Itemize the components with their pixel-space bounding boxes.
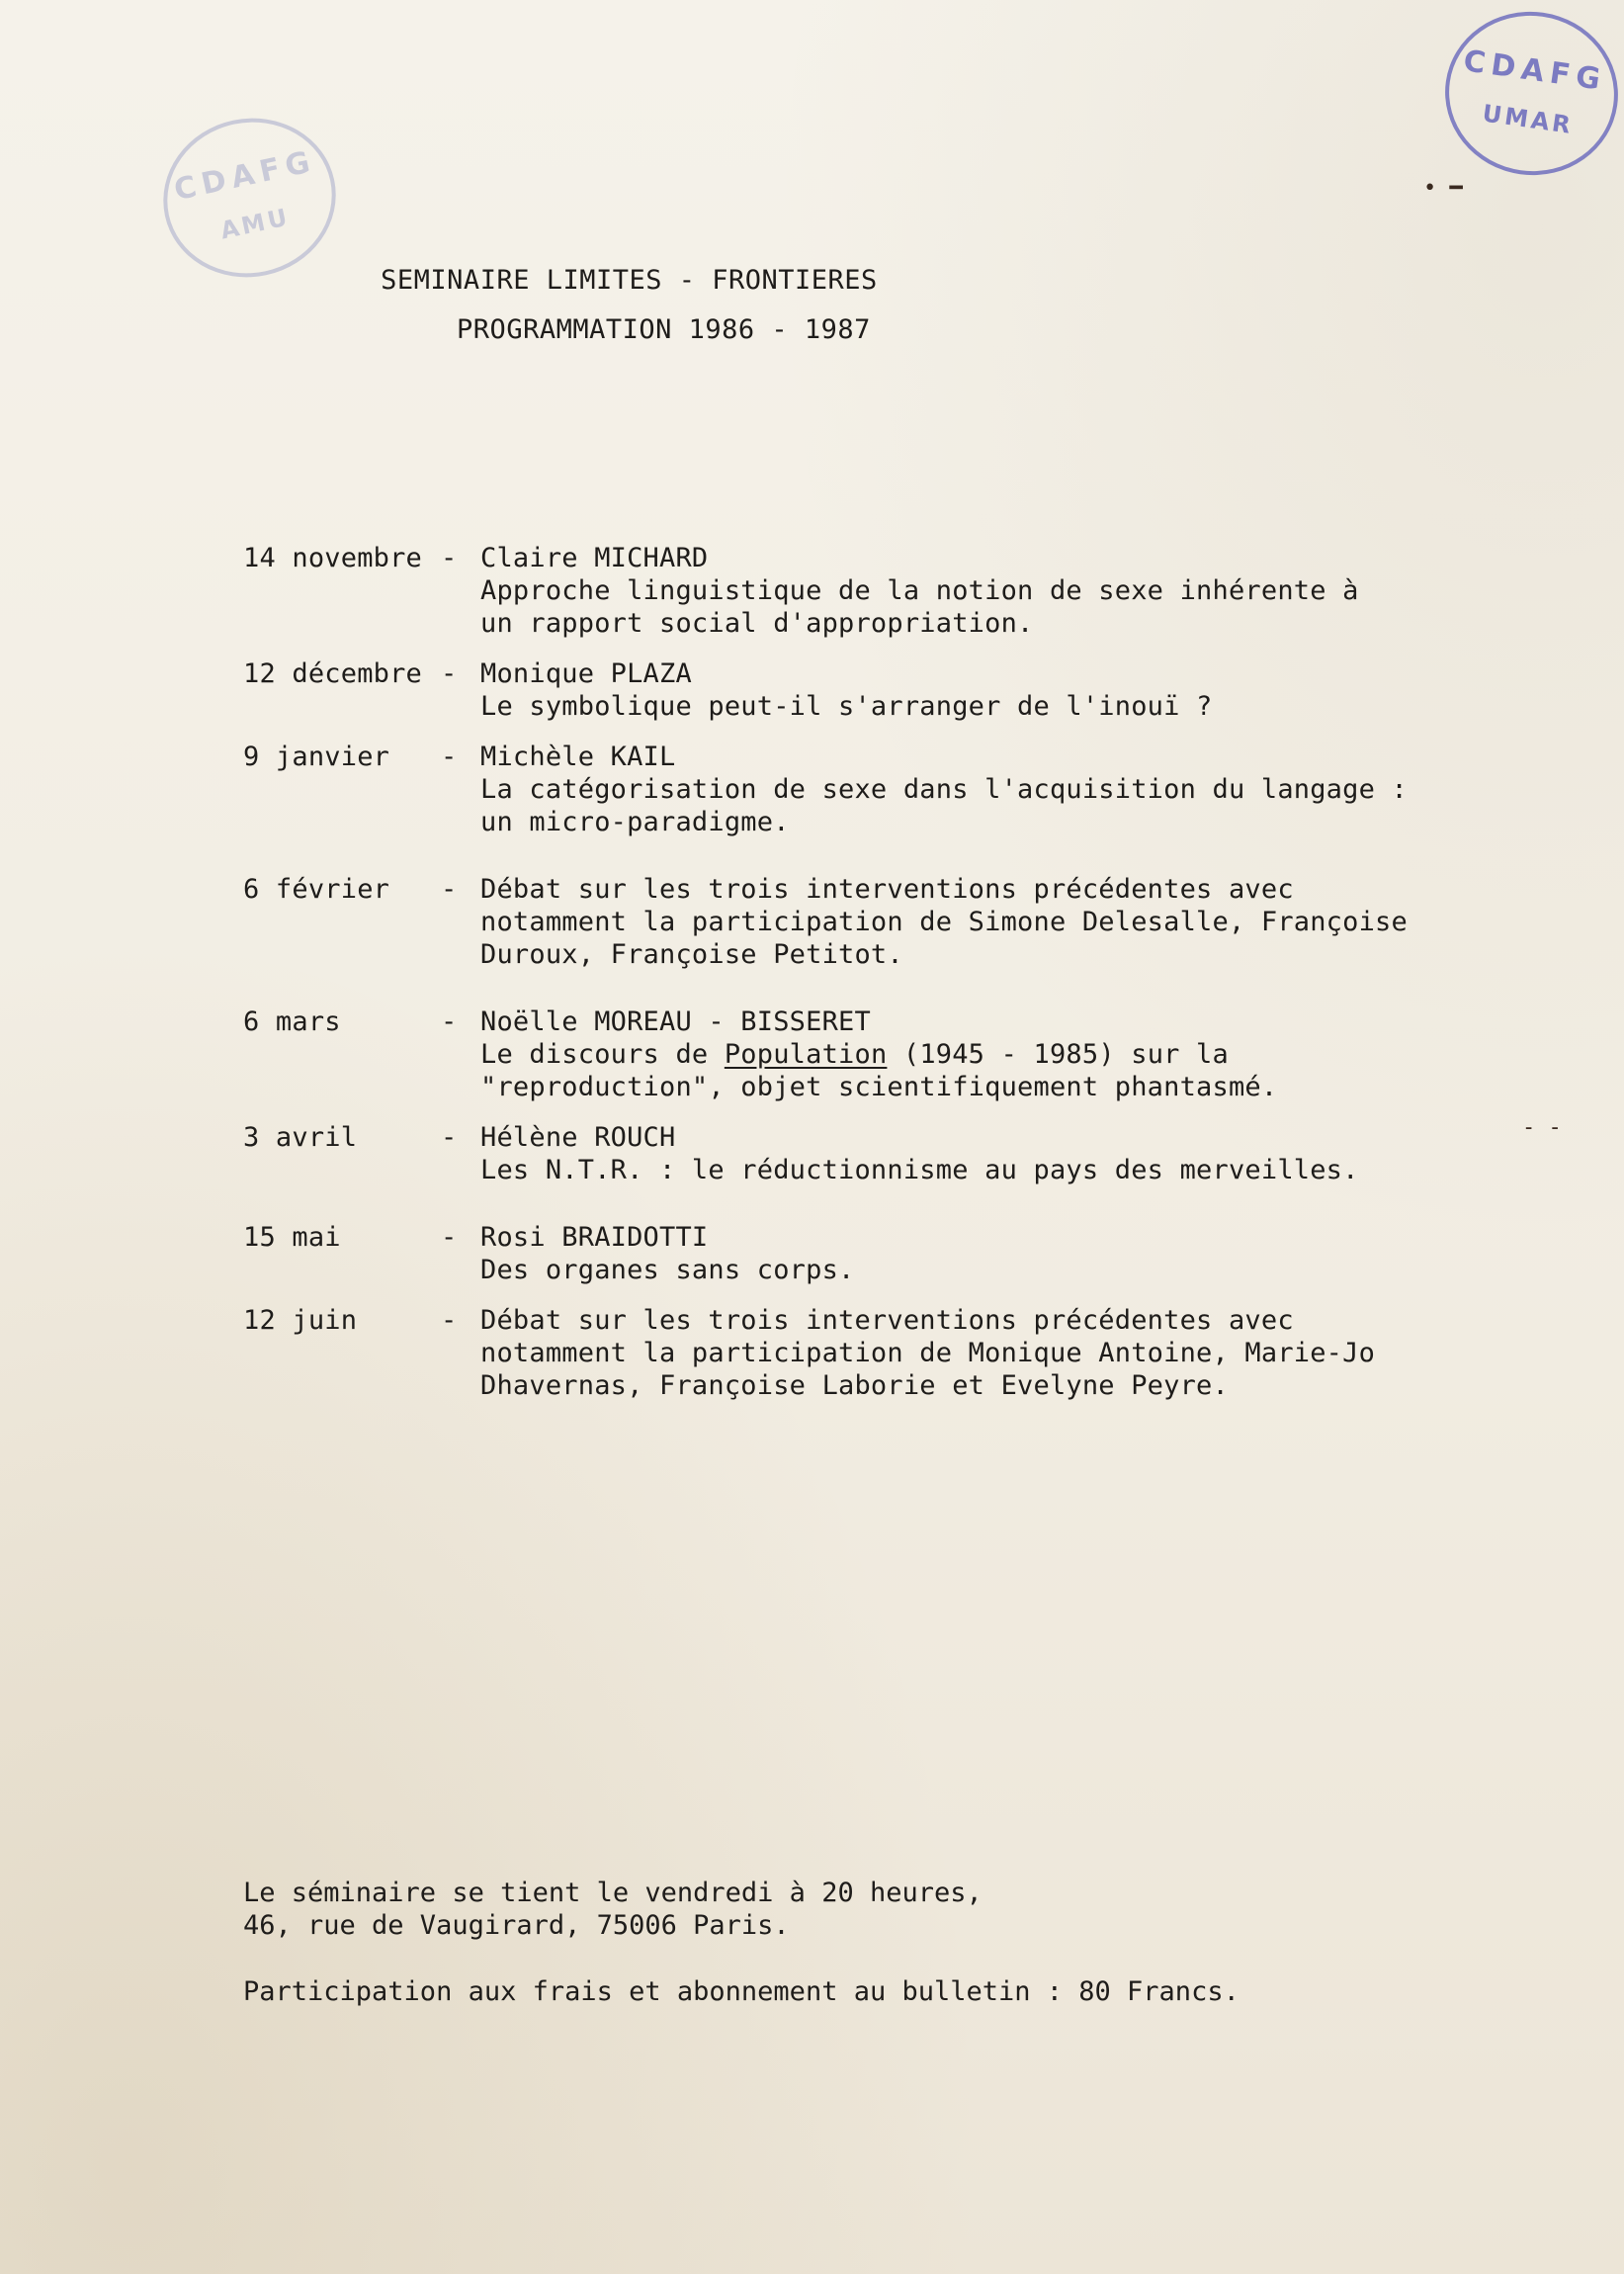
- ink-mark: - -: [1522, 1115, 1562, 1140]
- entry-dash: -: [441, 742, 458, 772]
- entry-date: 15 mai: [243, 1222, 341, 1253]
- program-list: [243, 542, 1489, 1402]
- entry-date: 6 février: [243, 874, 390, 905]
- entry-body: [480, 1304, 1489, 1402]
- program-entry: [243, 873, 1489, 971]
- entry-topic-before: Le discours de: [480, 1039, 725, 1070]
- entry-date: 6 mars: [243, 1006, 341, 1037]
- entry-speaker: Michèle KAIL: [480, 742, 676, 772]
- entry-topic-line: Des organes sans corps.: [480, 1255, 855, 1285]
- entry-dash: -: [441, 1305, 458, 1336]
- entry-dash: -: [441, 1006, 458, 1037]
- entry-topic-line: [480, 1038, 1489, 1071]
- entry-body: [480, 1221, 1489, 1286]
- document-subtitle: PROGRAMMATION 1986 - 1987: [457, 314, 871, 345]
- entry-body: [480, 1006, 1489, 1103]
- footer-schedule: Le séminaire se tient le vendredi à 20 heures,: [243, 1878, 983, 1908]
- program-entry: [243, 657, 1489, 723]
- entry-topic-line: notamment la participation de Simone Delesalle, Françoise: [480, 907, 1408, 937]
- entry-dash: -: [441, 1122, 458, 1153]
- entry-topic-after: (1945 - 1985) sur la: [887, 1039, 1229, 1070]
- program-entry: [243, 1221, 1489, 1286]
- stamp-left-top-text: CDAFG: [171, 143, 319, 208]
- entry-topic-line: Dhavernas, Françoise Laborie et Evelyne Peyre.: [480, 1370, 1229, 1401]
- entry-topic-line: Le symbolique peut-il s'arranger de l'inouï ?: [480, 691, 1213, 722]
- entry-body: [480, 873, 1489, 971]
- entry-dash: -: [441, 874, 458, 905]
- stamp-right-top-text: CDAFG: [1461, 44, 1609, 99]
- program-entry: [243, 542, 1489, 640]
- entry-date: 12 juin: [243, 1305, 358, 1336]
- entry-speaker: Rosi BRAIDOTTI: [480, 1222, 709, 1253]
- underlined-journal-title: Population: [724, 1039, 888, 1070]
- entry-dash: -: [441, 658, 458, 689]
- entry-date: 12 décembre: [243, 658, 423, 689]
- entry-topic-line: Duroux, Françoise Petitot.: [480, 939, 903, 970]
- program-entry: [243, 1006, 1489, 1103]
- entry-dash: -: [441, 1222, 458, 1253]
- entry-dash: -: [441, 543, 458, 573]
- entry-body: [480, 741, 1489, 838]
- entry-date: 14 novembre: [243, 543, 423, 573]
- entry-topic-line: "reproduction", objet scientifiquement phantasmé.: [480, 1072, 1278, 1102]
- entry-speaker: Monique PLAZA: [480, 658, 692, 689]
- entry-topic-line: La catégorisation de sexe dans l'acquisition du langage :: [480, 774, 1408, 805]
- entry-body: [480, 542, 1489, 640]
- entry-topic-line: notamment la participation de Monique Antoine, Marie-Jo: [480, 1338, 1376, 1368]
- entry-topic-line: un micro-paradigme.: [480, 807, 790, 837]
- stamp-right-bottom-text: UMAR: [1481, 99, 1576, 140]
- entry-topic-line: Débat sur les trois interventions précédentes avec: [480, 874, 1294, 905]
- entry-speaker: Noëlle MOREAU - BISSERET: [480, 1006, 871, 1037]
- entry-topic-line: un rapport social d'appropriation.: [480, 608, 1034, 639]
- footer-fee: Participation aux frais et abonnement au bulletin : 80 Francs.: [243, 1976, 1239, 2007]
- entry-date: 9 janvier: [243, 742, 390, 772]
- entry-date: 3 avril: [243, 1122, 358, 1153]
- document-title: SEMINAIRE LIMITES - FRONTIERES: [381, 265, 878, 296]
- entry-topic-line: Les N.T.R. : le réductionnisme au pays des merveilles.: [480, 1155, 1359, 1185]
- library-stamp-right: [1434, 1, 1624, 187]
- entry-topic-line: Approche linguistique de la notion de sexe inhérente à: [480, 575, 1359, 606]
- entry-body: [480, 1121, 1489, 1186]
- entry-body: [480, 657, 1489, 723]
- program-entry: [243, 1121, 1489, 1186]
- entry-topic-line: Débat sur les trois interventions précédentes avec: [480, 1305, 1294, 1336]
- program-entry: [243, 1304, 1489, 1402]
- ink-mark: • ━: [1423, 176, 1463, 201]
- stamp-left-bottom-text: AMU: [217, 202, 293, 244]
- entry-speaker: Claire MICHARD: [480, 543, 709, 573]
- entry-speaker: Hélène ROUCH: [480, 1122, 676, 1153]
- footer-address: 46, rue de Vaugirard, 75006 Paris.: [243, 1910, 790, 1941]
- program-entry: [243, 741, 1489, 838]
